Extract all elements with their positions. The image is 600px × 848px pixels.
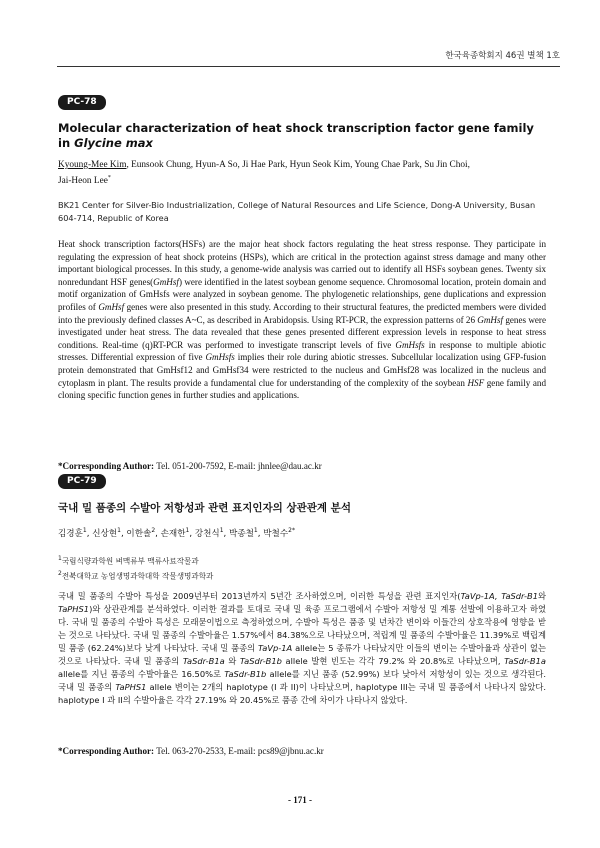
pc78-abstract-gene: HSF [467,377,485,388]
pc79-affiliations [58,553,213,582]
pc79-authors: 김경훈$^1$, 신상현$^1$, 이한솔$^2$, 손재한$^1$, 강천식$^1$, 박종철$^1$, 박철수$^{2*}$ [58,527,295,539]
pc78-abstract-gene: GmHsf [153,276,179,287]
pc79-corresponding [58,746,324,756]
journal-header: 한국육종학회지 46권 별책 1호 [445,51,560,61]
pc78-abstract-text: ) were identified in the latest soybean genome sequence. Chromosomal location, protein domain and motif organization of GmHsfs were analyzed in soybean genome. The phylogenetic relationships, gene duplications and expression profiles of [58,276,547,312]
pc79-author-name: 이한솔 [126,529,152,539]
pc79-author-affil-mark: 1 [82,527,87,535]
pc78-abstract-gene: GmHsfs [395,339,425,350]
pc78-abstract-text: in response to multiple abiotic stresses. Differential expression of five [58,339,546,363]
pc78-corr-contact: Tel. 051-200-7592, E-mail: jhnlee@dau.ac.kr [154,461,322,471]
pc78-abstract-gene: GmHsf [477,314,504,325]
pc79-author-name: 손재한 [160,529,186,539]
pc79-abstract-text: )와 상관관계를 분석하였다. 이러한 결과를 토대로 국내 밀 육종 프로그램에서 수발아 저항성 밀 계통 선발에 이용하고자 하였다. 국내 밀 품종의 수발아 특성은 모래묻이법으로 측정하였으며, 수발아 특성은 품종 및 년차간 변이와 이들간의 상호작용에 영향을 받는 것으로 나타났다. 국내 밀 품종의 수발아율은 1.57%에서 84.38%으로 나타났으며, 적립계 밀 품종의 수발아율은 11.39%로 백립계 밀 품종 (62.24%)보다 낮게 나타났다. 국내 밀 품종의 [58,604,546,653]
pc79-author-affil-mark: 2 [151,527,156,535]
pc78-badge: PC-78 [58,95,106,110]
pc78-abstract-text: Heat shock transcription factors(HSFs) are the major heat shock factors regulating the heat stress response. They participate in regulating the expression of heat shock proteins (HSPs), which are critical in the protection against stress damage and many other important biological processes. In this study, a genome-wide analysis was carried out to identify all HSFs soybean genes. Twenty six nonredundant HSF genes( [58,239,546,287]
pc79-author-name: 김경훈 [58,529,83,539]
pc79-abstract-text: 와 [537,591,546,601]
pc79-badge: PC-79 [58,474,106,489]
pc79-abstract [58,590,546,707]
pc78-corr-mark: * [107,175,111,181]
pc79-abstract-gene: TaSdr-B1a [182,656,225,666]
pc78-title-main: Molecular characterization of heat shock transcription factor gene family in [58,121,534,150]
pc78-abstract-gene: GmHsf [98,301,125,312]
pc79-author-affil-mark: 1 [219,527,224,535]
pc78-title [58,121,548,151]
pc79-author-name: 박종철 [229,529,254,539]
pc78-abstract-gene: GmHsfs [205,352,235,363]
pc79-affil1-mark: 1 [58,555,62,562]
pc79-abstract-text: allele를 지닌 품종의 수발아율은 16.50%로 [58,669,225,679]
pc79-affil1: 국립식량과학원 벼맥류부 맥류사료작물과 [61,556,199,566]
pc79-author-affil-mark: 1 [185,527,190,535]
pc79-affil2-mark: 2 [58,569,62,577]
pc79-corr-contact: Tel. 063-270-2533, E-mail: pcs89@jbnu.ac.kr [154,746,324,756]
page-number: - 171 - [288,795,312,805]
pc78-title-species: Glycine max [74,136,153,150]
pc79-abstract-text: allele 발현 빈도는 각각 79.2% 와 20.8%로 나타났으며, [281,656,505,666]
pc79-affil2: 전북대학교 농업생명과학대학 작물생명과학과 [61,571,214,581]
pc79-author-name: 신상현 [92,529,118,539]
pc79-abstract-gene: TaVp-1A [258,643,293,653]
pc78-abstract-text: implies their role during abiotic stresses. Subcellular localization using GFP-fusion protein demonstrated that GmHsf12 and GmHsf34 were restricted to the nucleus and GmHsf28 was localized in the nucleus and cytoplasm in plant. The results provide a fundamental clue for understanding of the complexity of the soybean [58,352,546,388]
pc79-abstract-gene: TaPHS1 [115,682,147,692]
pc79-author-affil-mark: 1 [253,527,258,535]
header-rule [57,66,560,67]
pc79-abstract-text: 국내 밀 품종의 수발아 특성을 2009년부터 2013년까지 5년간 조사하였으며, 이러한 특성을 관련 표지인자( [58,591,461,601]
pc79-corr-label: *Corresponding Author: [58,746,155,756]
pc78-authors-line2: Jai-Heon Lee [58,176,108,187]
pc78-authors [58,159,546,188]
pc79-abstract-text: allele를 지닌 품종 (52.99%) 보다 낮아서 저항성이 있는 것으로 생각된다. 국내 밀 품종의 [58,669,546,692]
pc78-presenting-author: Kyoung-Mee Kim [58,160,127,170]
pc79-author-name: 강천식 [194,529,220,539]
pc78-abstract-text: gene family and cloning specific function genes in further studies and applications. [58,377,546,401]
pc78-abstract [58,238,546,402]
pc79-abstract-text: allele 변이는 2개의 haplotype (I 과 II)이 나타났으며, haplotype III는 국내 밀 품종에서 나타나지 않았다. haplotype I 과 II의 수발아율은 각각 27.19% 와 20.45%로 품종 간에 차이가 나타나지 않았다. [58,682,546,705]
pc79-author-name: 박철수 [263,529,289,539]
pc78-affiliation: BK21 Center for Silver-Bio Industrialization, College of Natural Resources and Life Science, Dong-A University, Busan 604-714, Republic of Korea [58,200,536,223]
pc79-abstract-text: 와 [224,656,240,666]
pc79-abstract-gene: TaSdr-B1b [224,669,267,679]
pc79-abstract-gene: TaPHS1 [58,604,90,614]
pc79-abstract-gene: TaSdr-B1b [239,656,282,666]
pc78-corresponding [58,461,322,471]
pc79-title: 국내 밀 품종의 수발아 저항성과 관련 표지인자의 상관관계 분석 [58,502,351,514]
pc79-author-affil-mark: 1 [117,527,121,535]
pc79-abstract-gene: TaSdr-B1a [504,656,546,666]
pc79-abstract-text: allele는 5 종류가 나타났지만 이들의 변이는 수발아율과 상관이 없는 것으로 나타났다. 국내 밀 품종의 [58,643,546,666]
pc78-corr-label: *Corresponding Author: [58,461,155,471]
pc78-abstract-text: genes were also presented in this study. According to their structural features, the predicted members were divided into the previously defined classes A~C, as described in Arabidopsis. Using RT-PCR, the expression patterns of 26 [58,301,547,325]
pc79-abstract-gene: TaVp-1A, TaSdr-B1 [460,591,538,601]
pc78-authors-rest: , Eunsook Chung, Hyun-A So, Ji Hae Park, Hyun Seok Kim, Young Chae Park, Su Jin Choi, [126,160,470,170]
pc78-abstract-text: genes were investigated under heat stress. The data revealed that these genes presented different expression levels in response to heat stress conditions. Real-time (q)RT-PCR was performed to investigate transcript levels of five [58,314,547,350]
pc79-author-affil-mark: 2* [288,527,295,535]
